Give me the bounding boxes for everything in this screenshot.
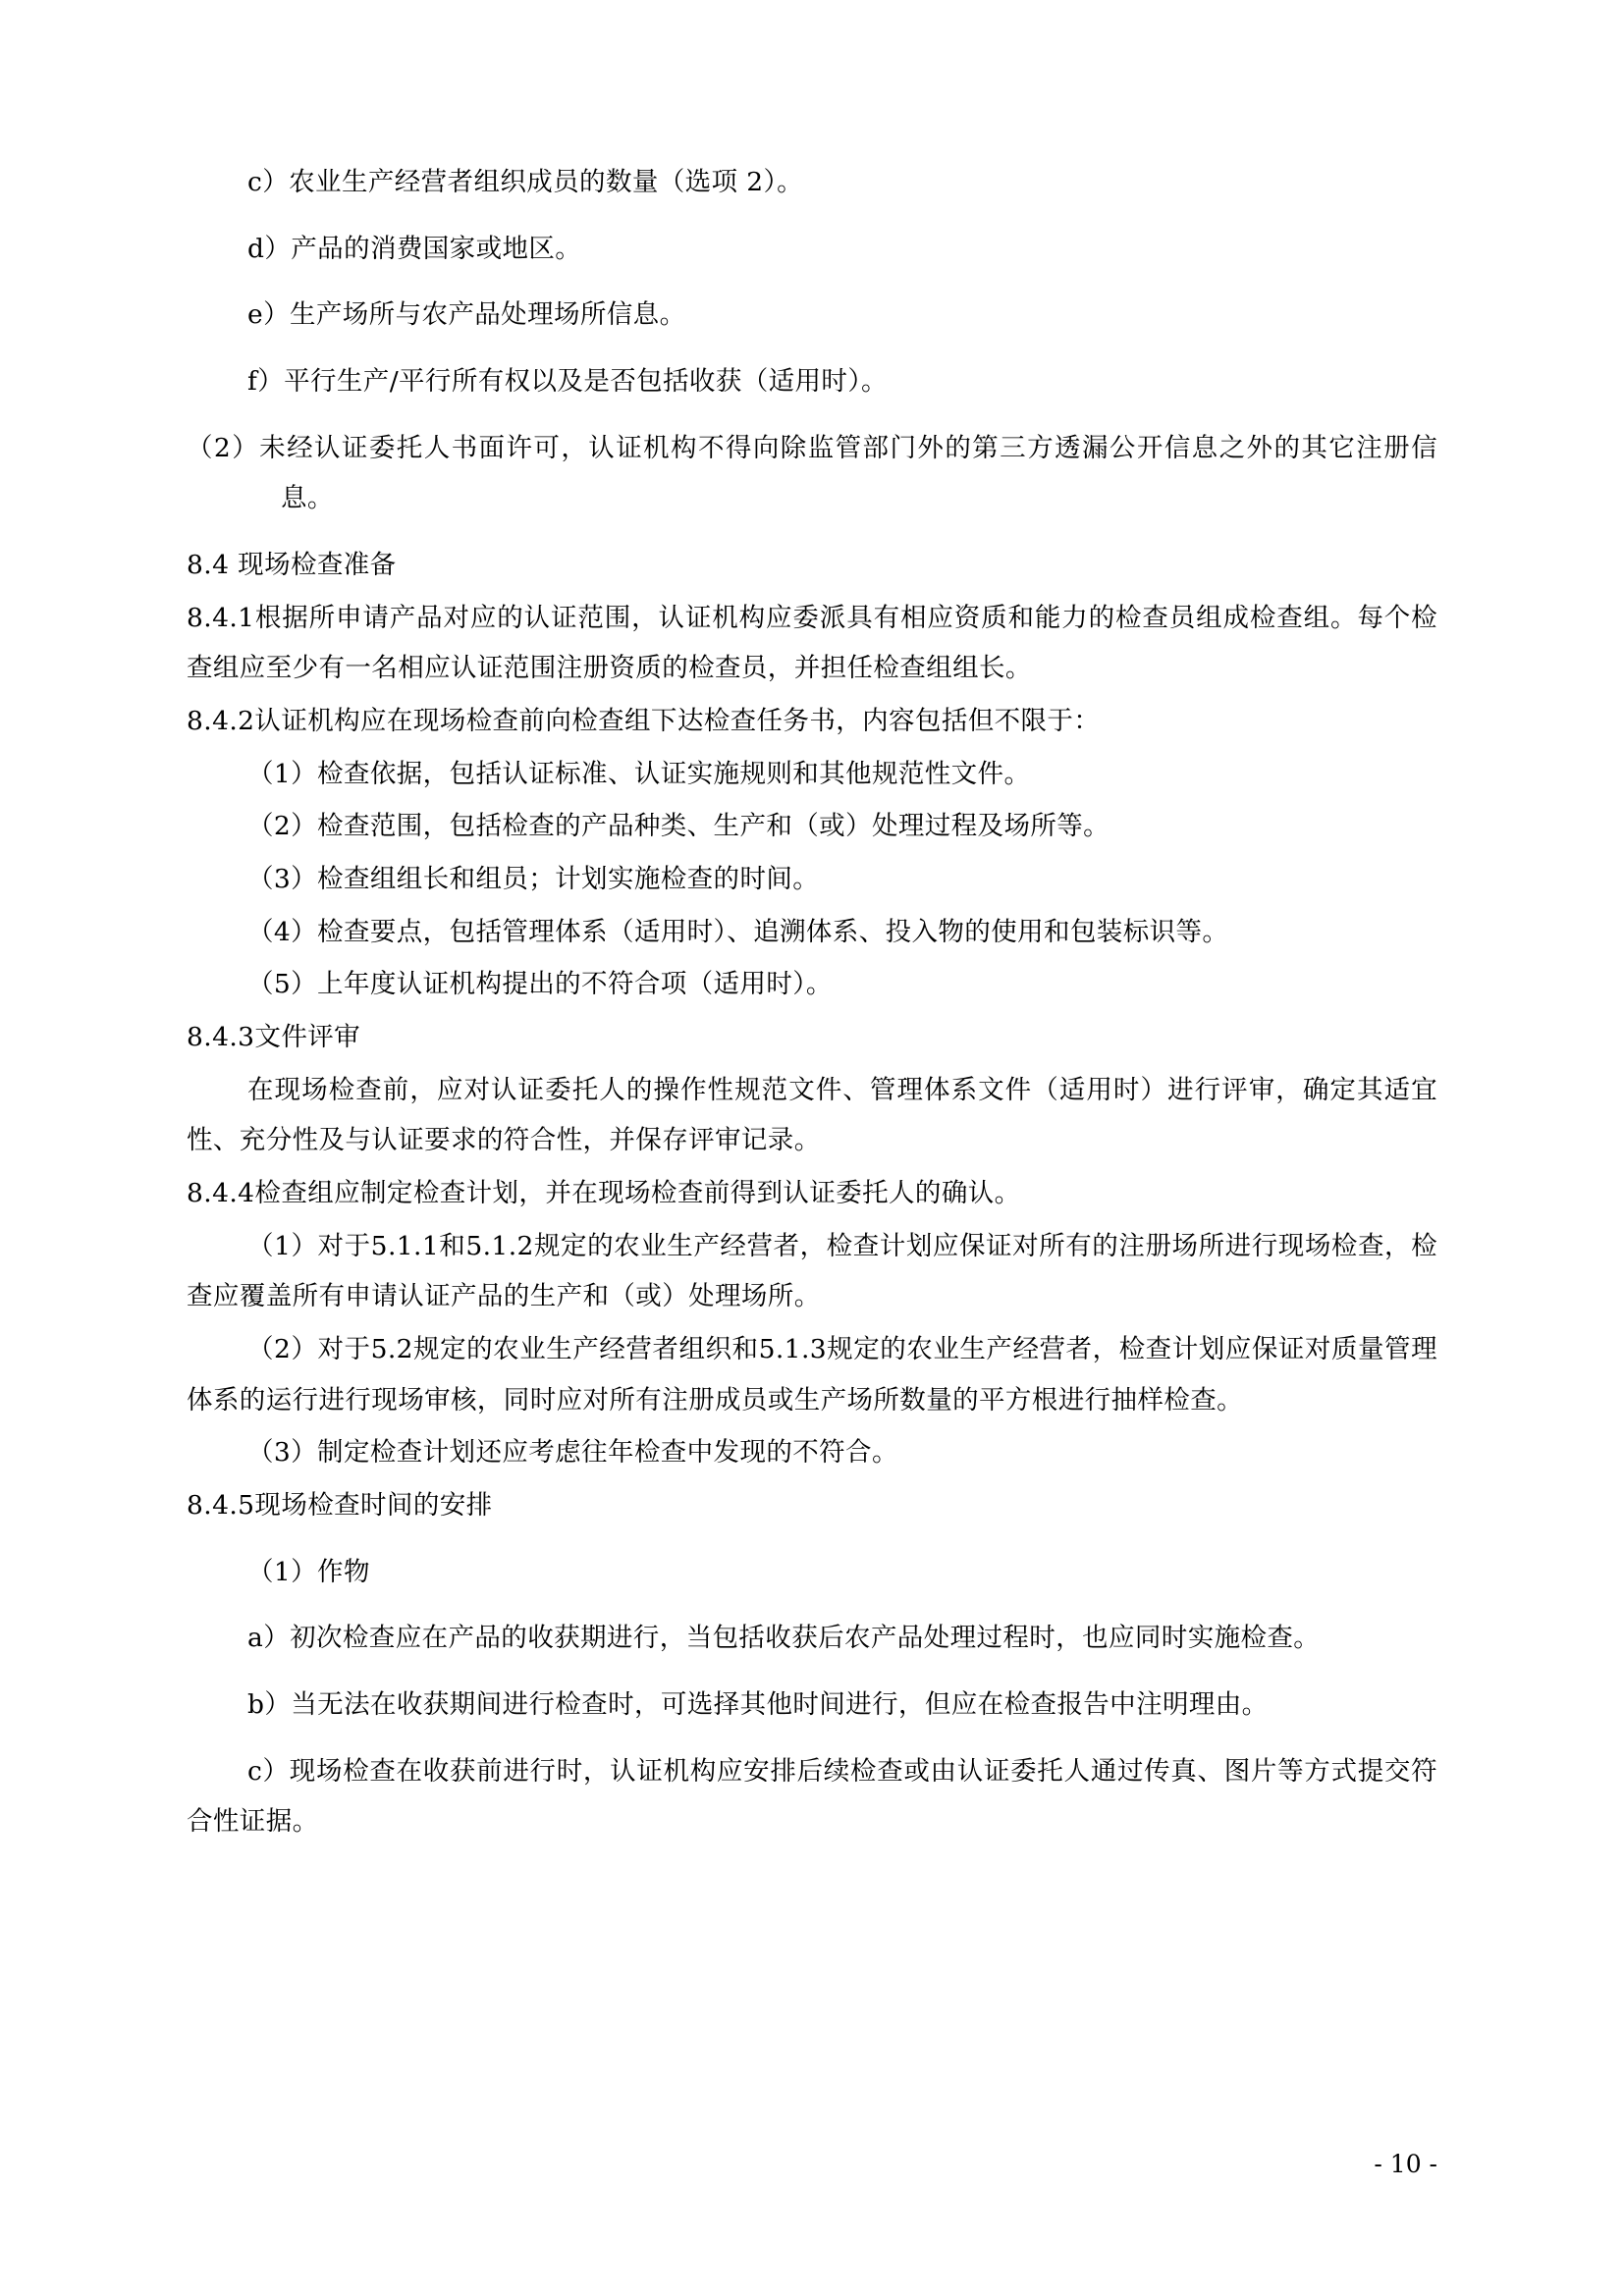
- section-heading-8-4-5: 8.4.5现场检查时间的安排: [187, 1490, 493, 1522]
- list-item: a）初次检查应在产品的收获期进行，当包括收获后农产品处理过程时，也应同时实施检查。: [247, 1623, 1321, 1654]
- section-heading-8-4: 8.4 现场检查准备: [187, 550, 397, 581]
- document-body: [187, 157, 1437, 1847]
- paragraph-8-4-2: 8.4.2认证机构应在现场检查前向检查组下达检查任务书，内容包括但不限于：: [187, 706, 1101, 737]
- list-item-text: （2）未经认证委托人书面许可，认证机构不得向除监管部门外的第三方透漏公开信息之外的其它注册信息。: [187, 432, 1437, 514]
- list-item: （1）检查依据，包括认证标准、认证实施规则和其他规范性文件。: [247, 758, 1031, 789]
- list-item: （4）检查要点，包括管理体系（适用时）、追溯体系、投入物的使用和包装标识等。: [247, 916, 1229, 947]
- paragraph-8-4-4: 8.4.4检查组应制定检查计划，并在现场检查前得到认证委托人的确认。: [187, 1178, 1021, 1209]
- list-item: （2）对于5.2规定的农业生产经营者组织和5.1.3规定的农业生产经营者，检查计划应保证对质量管理体系的运行进行现场审核，同时应对所有注册成员或生产场所数量的平方根进行抽样检查。: [187, 1334, 1437, 1415]
- list-item: （5）上年度认证机构提出的不符合项（适用时）。: [247, 969, 833, 1000]
- list-item: （1）对于5.1.1和5.1.2规定的农业生产经营者，检查计划应保证对所有的注册场所进行现场检查，检查应覆盖所有申请认证产品的生产和（或）处理场所。: [187, 1230, 1437, 1312]
- list-item: e）生产场所与农产品处理场所信息。: [247, 299, 686, 331]
- paragraph-8-4-3-body: 在现场检查前，应对认证委托人的操作性规范文件、管理体系文件（适用时）进行评审，确定其适宜性、充分性及与认证要求的符合性，并保存评审记录。: [187, 1074, 1437, 1156]
- paragraph-8-4-1: 8.4.1根据所申请产品对应的认证范围，认证机构应委派具有相应资质和能力的检查员组成检查组。每个检查组应至少有一名相应认证范围注册资质的检查员，并担任检查组组长。: [187, 602, 1437, 684]
- list-item: c）现场检查在收获前进行时，认证机构应安排后续检查或由认证委托人通过传真、图片等方式提交符合性证据。: [187, 1755, 1437, 1838]
- list-item: b）当无法在收获期间进行检查时，可选择其他时间进行，但应在检查报告中注明理由。: [247, 1689, 1269, 1721]
- list-item: [187, 423, 1437, 524]
- list-item: d）产品的消费国家或地区。: [247, 233, 582, 264]
- list-item: （2）检查范围，包括检查的产品种类、生产和（或）处理过程及场所等。: [247, 811, 1110, 842]
- list-item: f）平行生产/平行所有权以及是否包括收获（适用时）。: [247, 366, 888, 398]
- list-item: （1）作物: [247, 1556, 370, 1587]
- list-item: （3）检查组组长和组员；计划实施检查的时间。: [247, 864, 820, 895]
- section-heading-8-4-3: 8.4.3文件评审: [187, 1022, 361, 1053]
- page-number: - 10 -: [1374, 2150, 1437, 2178]
- list-item: （3）制定检查计划还应考虑往年检查中发现的不符合。: [247, 1437, 898, 1468]
- list-item: c）农业生产经营者组织成员的数量（选项 2）。: [247, 167, 804, 197]
